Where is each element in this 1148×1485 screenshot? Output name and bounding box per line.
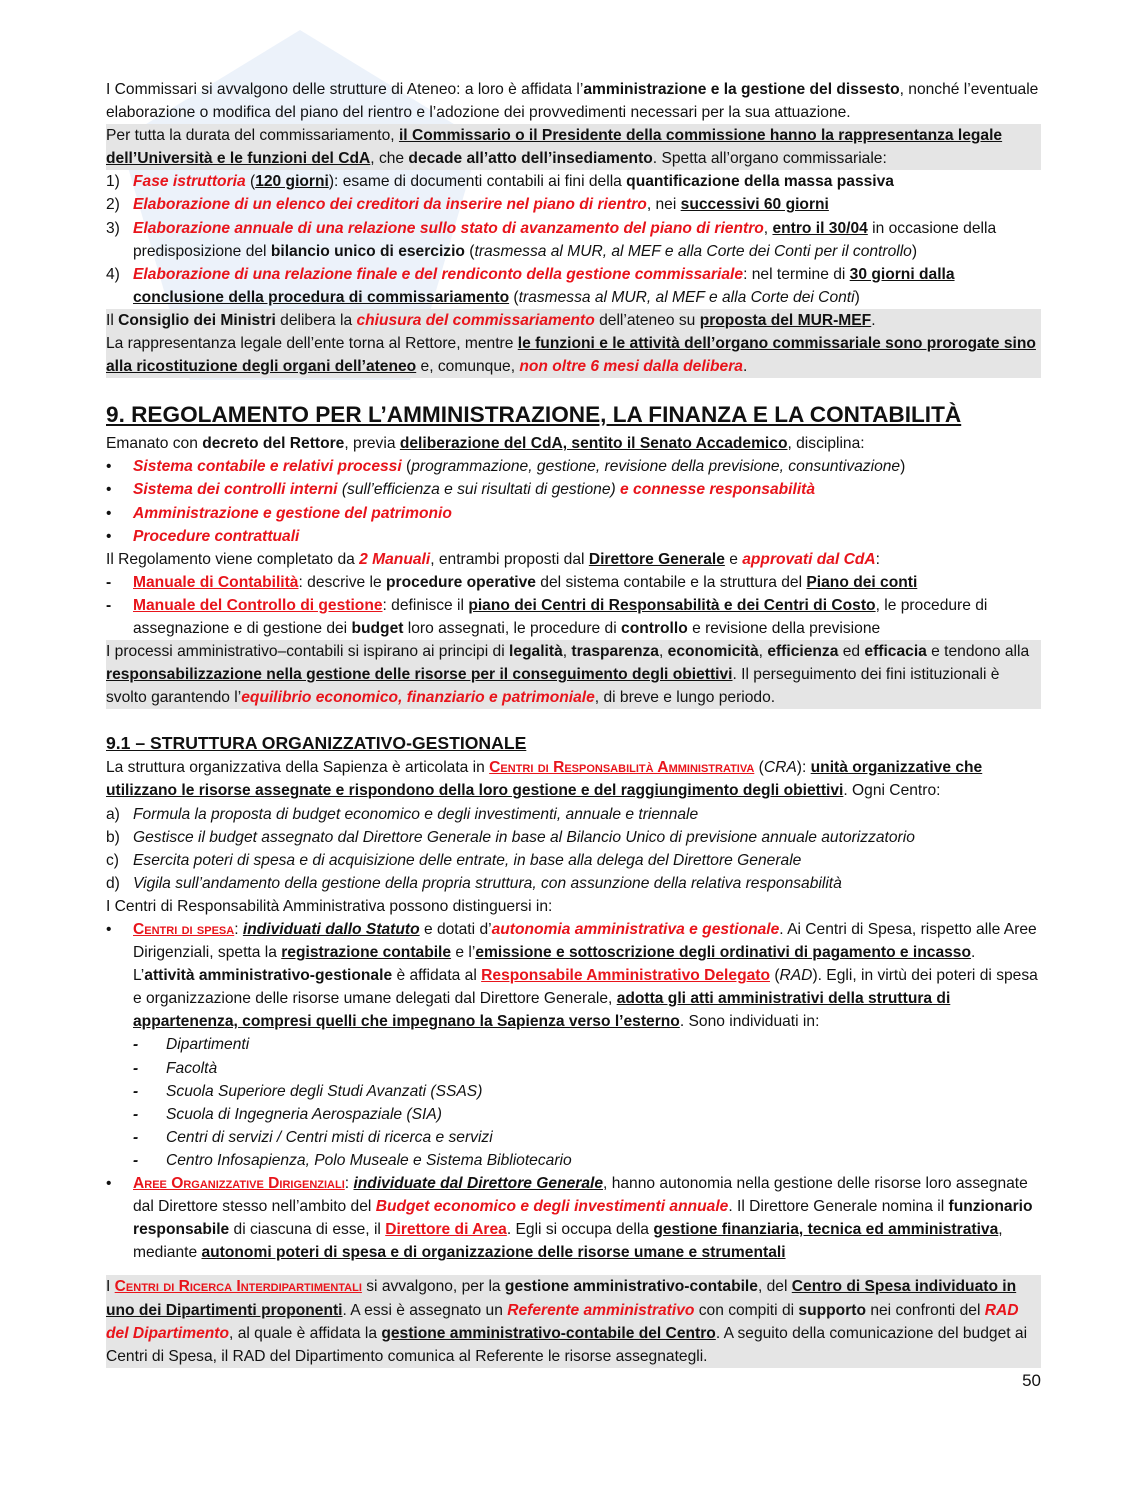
section-9-paragraph-2 (106, 548, 1041, 571)
text-run: autonomia amministrativa e gestionale (491, 921, 780, 938)
text-run: registrazione contabile (281, 944, 452, 962)
text-run: ( (769, 967, 780, 985)
list-item (106, 1080, 1041, 1103)
text-run: ): (796, 759, 811, 777)
text-run: CRA (763, 759, 797, 777)
manuals-list (106, 571, 1041, 640)
text-run: , (763, 219, 773, 237)
text-run: nei confronti del (865, 1301, 985, 1319)
bullet-icon: • (106, 458, 112, 476)
text-run: : definisce il (382, 596, 469, 614)
list-item (106, 1033, 1041, 1056)
text-run: , che (370, 150, 409, 168)
text-run: , mediante (133, 1221, 1003, 1262)
bullet-icon: • (106, 921, 112, 938)
list-item-text: Facoltà (166, 1059, 218, 1077)
text-run: Il (106, 311, 119, 329)
text-run: trasmessa al MUR, al MEF e alla Corte dei Conti (518, 288, 855, 306)
list-item (106, 525, 1041, 548)
text-run: . Il perseguimento dei fini istituzionali è svolto garantendo l’ (106, 666, 1000, 707)
list-item-text (133, 528, 299, 545)
text-run: legalità (509, 643, 563, 661)
text-run: Il Regolamento viene completato da (106, 550, 360, 568)
text-run: proposta del MUR-MEF (699, 311, 872, 329)
section-9-paragraph-1 (106, 432, 1041, 455)
text-run: , le procedure di assegnazione e di gestione dei (133, 596, 988, 637)
text-run: , disciplina: (787, 435, 865, 453)
text-run: ) (911, 242, 918, 260)
text-run: responsabilizzazione nella gestione delle risorse per il conseguimento degli obiettivi (106, 666, 733, 684)
list-item-text: Vigila sull’andamento della gestione della propria struttura, con assunzione della relativa responsabilità (133, 874, 842, 892)
text-run: funzionario responsabile (133, 1198, 1033, 1239)
list-item (106, 1103, 1041, 1126)
list-item-text (133, 505, 452, 522)
text-run: ( (245, 173, 256, 191)
text-run: Direttore Generale (588, 550, 725, 568)
text-run: trasmessa al MUR, al MEF e alla Corte dei Conti per il controllo (474, 242, 912, 260)
text-run: . A essi è assegnato un (342, 1301, 508, 1319)
text-run: non oltre 6 mesi dalla delibera (519, 358, 743, 376)
list-item-text (133, 597, 987, 637)
intro-paragraph-4 (106, 332, 1041, 378)
text-run: bilancio unico di esercizio (270, 242, 465, 260)
text-run: La struttura organizzativa della Sapienza è articolata in (106, 759, 490, 777)
bullet-icon: • (106, 504, 112, 522)
text-run: individuati dallo Statuto (242, 921, 420, 938)
list-item (106, 1057, 1041, 1080)
centri-di-spesa-item (106, 918, 1041, 1033)
list-item-text (133, 266, 955, 306)
text-run: , (562, 643, 572, 661)
list-marker: b) (106, 828, 120, 846)
text-run: programmazione, gestione, revisione della previsione, consuntivazione (411, 458, 901, 476)
intro-shaded-block (106, 124, 1041, 170)
text-run: il Commissario o il Presidente della commissione hanno la rappresentanza legale dell’Università e le funzioni del CdA (106, 127, 1003, 168)
text-run: RAD del Dipartimento (106, 1301, 1019, 1342)
text-run: Per tutta la durata del commissariamento, (106, 127, 399, 145)
text-run: efficacia (864, 643, 927, 661)
text-run: : (875, 550, 881, 568)
text-run: , entrambi proposti dal (430, 550, 589, 568)
list-item-text (133, 574, 917, 591)
text-run: Manuale di Contabilità (133, 573, 299, 591)
text-run: successivi 60 giorni (680, 196, 829, 214)
text-run: : descrive le (298, 573, 387, 591)
text-run: . Ogni Centro: (843, 782, 941, 800)
text-run: gestione amministrativo-contabile (504, 1278, 758, 1296)
list-item-text: Centro Infosapienza, Polo Museale e Sistema Bibliotecario (166, 1151, 572, 1169)
dash-marker: - (106, 573, 112, 591)
text-run: Manuale del Controllo di gestione (133, 596, 383, 614)
text-run: . Sono individuati in: (679, 1013, 820, 1031)
text-run: . A seguito della comunicazione del budget ai Centri di Spesa, il RAD del Dipartimento comunica al Referente le risorse assegnategli. (106, 1324, 1028, 1365)
text-run: piano dei Centri di Responsabilità e dei Centri di Costo (468, 596, 876, 614)
text-run: Aree Organizzative Dirigenziali (133, 1175, 345, 1193)
text-run: . (871, 311, 876, 329)
dash-marker: - (133, 1036, 139, 1054)
text-run: , di breve e lungo periodo. (594, 689, 776, 707)
list-item (106, 1126, 1041, 1149)
text-run: del sistema contabile e la struttura del (535, 573, 807, 591)
bullet-icon: • (106, 1175, 112, 1193)
aree-dirigenziali-text (133, 1175, 1033, 1261)
list-item-text (133, 220, 996, 260)
text-run: : (234, 921, 243, 938)
intro-paragraph-2 (106, 124, 1041, 170)
text-run: (sull’efficienza e sui risultati di gestione) (337, 481, 621, 499)
text-run: Centro di Spesa individuato in uno dei Dipartimenti proponenti (106, 1278, 1017, 1319)
centro-duties-list (106, 803, 1041, 895)
text-run: ( (754, 759, 764, 777)
text-run: adotta gli atti amministrativi della struttura di appartenenza, compresi quelli che impegnano la Sapienza verso l’esterno (133, 990, 951, 1031)
text-run: 30 giorni dalla conclusione della procedura di commissariamento (133, 265, 955, 306)
centri-ricerca-shaded-block (106, 1275, 1041, 1367)
commissioner-duties-list (106, 170, 1041, 309)
list-item-text (133, 196, 829, 213)
list-item-text (133, 173, 894, 190)
dash-marker: - (133, 1105, 139, 1123)
text-run: equilibrio economico, finanziario e patrimoniale (241, 689, 595, 707)
text-run: ( (509, 288, 519, 306)
bullet-icon: • (106, 481, 112, 499)
text-run: quantificazione della massa passiva (626, 173, 894, 191)
list-item-text: Centri di servizi / Centri misti di ricerca e servizi (166, 1128, 493, 1146)
text-run: Responsabile Amministrativo Delegato (481, 967, 770, 985)
dash-marker: - (133, 1059, 139, 1077)
list-item (106, 502, 1041, 525)
text-run: decade all’atto dell’insediamento (408, 150, 653, 168)
section-9-title: 9. REGOLAMENTO PER L’AMMINISTRAZIONE, LA FINANZA E LA CONTABILITÀ (106, 402, 962, 428)
text-run: amministrazione e la gestione del dissesto (583, 81, 900, 98)
text-run: Piano dei conti (806, 573, 918, 591)
text-run: economicità (667, 643, 759, 661)
text-run: Sistema contabile e relativi processi (133, 458, 402, 476)
text-run: Centri di Responsabilità Amministrativa (489, 759, 755, 777)
text-run: trasparenza (571, 643, 659, 661)
list-item (106, 263, 1041, 309)
bullet-icon: • (106, 527, 112, 545)
text-run: gestione amministrativo-contabile del Centro (381, 1324, 716, 1342)
text-run: attività amministrativo-gestionale (144, 967, 393, 985)
text-run: 2 Manuali (359, 550, 431, 568)
section-9-1-paragraph-2: I Centri di Responsabilità Amministrativa possono distinguersi in: (106, 897, 553, 915)
text-run: in occasione della predisposizione del (133, 219, 997, 260)
text-run: procedure operative (386, 573, 536, 591)
text-run: entro il 30/04 (772, 219, 868, 237)
text-run: di ciascuna di esse, il (229, 1221, 386, 1239)
text-run: individuate dal Direttore Generale (353, 1175, 604, 1193)
text-run: : nel termine di (743, 265, 850, 283)
text-run: e tendono alla (926, 643, 1030, 661)
list-item (106, 1149, 1041, 1172)
list-item-text: Scuola di Ingegneria Aerospaziale (SIA) (166, 1105, 442, 1123)
text-run: 120 giorni (255, 173, 329, 191)
list-item-text: Esercita poteri di spesa e di acquisizione delle entrate, in base alla delega del Direttore Generale (133, 851, 802, 869)
list-item (106, 455, 1041, 478)
intro-paragraph-1 (106, 78, 1041, 124)
dash-marker: - (106, 596, 112, 614)
dash-marker: - (133, 1151, 139, 1169)
document-page (106, 78, 1041, 1368)
text-run: I Commissari si avvalgono delle strutture di Ateneo: a loro è affidata l’ (106, 81, 584, 98)
text-run: con compiti di (694, 1301, 799, 1319)
list-item (106, 193, 1041, 216)
text-run: . (742, 358, 748, 376)
list-marker: d) (106, 874, 120, 892)
list-item (106, 872, 1041, 895)
list-marker: 3) (106, 219, 120, 237)
list-item-text (133, 481, 815, 498)
text-run: Amministrazione e gestione del patrimonio (133, 504, 452, 522)
list-item (106, 826, 1041, 849)
text-run: , (758, 643, 768, 661)
list-item (106, 217, 1041, 263)
text-run: , nei (646, 196, 681, 214)
text-run: e (724, 550, 743, 568)
text-run: . Egli si occupa della (506, 1221, 654, 1239)
text-run: Fase istruttoria (133, 173, 246, 191)
text-run: e dotati d’ (419, 921, 492, 938)
text-run: Sistema dei controlli interni (133, 481, 338, 499)
text-run: , previa (344, 435, 400, 453)
text-run: ) (854, 288, 860, 306)
text-run: dell’ateneo su (594, 311, 700, 329)
text-run: ed (838, 643, 865, 661)
text-run: , (658, 643, 668, 661)
list-item (106, 571, 1041, 594)
text-run: le funzioni e le attività dell’organo commissariale sono prorogate sino alla ricostituzione degli organi dell’ateneo (106, 335, 1036, 376)
intro-paragraph-3 (106, 309, 1041, 332)
text-run: emissione e sottoscrizione degli ordinativi di pagamento e incasso (475, 944, 972, 962)
text-run: : (344, 1175, 354, 1193)
text-run: Elaborazione annuale di una relazione sullo stato di avanzamento del piano di rientro (133, 219, 764, 237)
text-run: RAD (779, 967, 813, 985)
text-run: chiusura del commissariamento (356, 311, 595, 329)
text-run: Emanato con (106, 435, 203, 453)
text-run: autonomi poteri di spesa e di organizzazione delle risorse umane e strumentali (201, 1244, 786, 1262)
list-marker: 1) (106, 173, 120, 191)
closure-shaded-block (106, 309, 1041, 378)
text-run: , nonché l’eventuale elaborazione o modifica del piano del rientro e l’adozione dei provvedimenti necessari per la sua attuazione. (106, 81, 1039, 122)
text-run: controllo (621, 619, 688, 637)
text-run: , hanno autonomia nella gestione delle risorse loro assegnate dal Direttore stesso nell’ambito del (133, 1175, 1028, 1216)
aree-dirigenziali-item (106, 1172, 1041, 1264)
text-run: . Spetta all’organo commissariale: (652, 150, 887, 168)
section-9-1-paragraph-1 (106, 756, 1041, 802)
list-marker: a) (106, 805, 120, 823)
principles-shaded-block (106, 640, 1041, 709)
text-run: approvati dal CdA (742, 550, 876, 568)
section-9-1-title: 9.1 – STRUTTURA ORGANIZZATIVO-GESTIONALE (106, 733, 527, 754)
list-item (106, 594, 1041, 640)
centri-di-spesa-list (106, 1033, 1041, 1172)
list-item (106, 170, 1041, 193)
text-run: Elaborazione di un elenco dei creditori da inserire nel piano di rientro (133, 196, 647, 214)
text-run: Referente amministrativo (507, 1301, 695, 1319)
text-run: e l’ (451, 944, 476, 962)
text-run: ): esame di documenti contabili ai fini della (328, 173, 627, 191)
centri-di-spesa-text (133, 921, 1038, 1030)
list-marker: 4) (106, 265, 120, 283)
text-run: deliberazione del CdA, sentito il Senato Accademico (399, 435, 788, 453)
text-run: ( (401, 458, 412, 476)
dash-marker: - (133, 1082, 139, 1100)
text-run: ) (900, 458, 906, 476)
section-9-1-paragraph-3 (106, 1275, 1041, 1367)
text-run: I (106, 1278, 115, 1296)
text-run: efficienza (767, 643, 839, 661)
list-marker: c) (106, 851, 119, 869)
text-run: I processi amministrativo–contabili si ispirano ai principi di (106, 643, 510, 661)
text-run: Elaborazione di una relazione finale e del rendiconto della gestione commissariale (133, 265, 744, 283)
text-run: loro assegnati, le procedure di (403, 619, 622, 637)
list-item (106, 478, 1041, 501)
list-item-text: Gestisce il budget assegnato dal Direttore Generale in base al Bilancio Unico di previsione annuale autorizzatorio (133, 828, 915, 846)
text-run: e revisione della previsione (687, 619, 881, 637)
text-run: e, comunque, (416, 358, 520, 376)
page-number: 50 (1022, 1371, 1041, 1390)
list-item (106, 803, 1041, 826)
text-run: La rappresentanza legale dell’ente torna al Rettore, mentre (106, 335, 518, 353)
text-run: supporto (798, 1301, 866, 1319)
text-run: è affidata al (392, 967, 482, 985)
text-run: Consiglio dei Ministri (118, 311, 276, 329)
list-item (106, 849, 1041, 872)
list-item-text (133, 458, 905, 475)
text-run: decreto del Rettore (202, 435, 345, 453)
text-run: gestione finanziaria, tecnica ed amministrativa (653, 1221, 999, 1239)
text-run: . L’ (133, 944, 976, 985)
text-run: . Ai Centri di Spesa, rispetto alle Aree Dirigenziali, spetta la (133, 921, 1037, 962)
text-run: Centri di spesa (133, 921, 235, 938)
text-run: , del (757, 1278, 792, 1296)
text-run: , al quale è affidata la (229, 1324, 382, 1342)
text-run: Centri di Ricerca Interdipartimentali (114, 1278, 362, 1296)
regulation-topics-list (106, 455, 1041, 547)
list-item-text: Formula la proposta di budget economico e degli investimenti, annuale e triennale (133, 805, 699, 823)
text-run: si avvalgono, per la (361, 1278, 505, 1296)
section-9-paragraph-3 (106, 640, 1041, 709)
text-run: ( (464, 242, 475, 260)
list-item-text: Scuola Superiore degli Studi Avanzati (SSAS) (166, 1082, 483, 1100)
list-marker: 2) (106, 196, 120, 214)
list-item-text: Dipartimenti (166, 1036, 250, 1054)
text-run: . Il Direttore Generale nomina il (728, 1198, 949, 1216)
text-run: e connesse responsabilità (620, 481, 816, 499)
text-run: delibera la (275, 311, 357, 329)
text-run: Budget economico e degli investimenti annuale (375, 1198, 729, 1216)
text-run: Procedure contrattuali (133, 527, 300, 545)
dash-marker: - (133, 1128, 139, 1146)
text-run: Direttore di Area (385, 1221, 507, 1239)
text-run: ). Egli, in virtù dei poteri di spesa e organizzazione delle risorse umane delegati dal Direttore Generale, (133, 967, 1038, 1008)
text-run: budget (351, 619, 404, 637)
text-run: unità organizzative che utilizzano le risorse assegnate e rispondono della loro gestione e del raggiungimento degli obiettivi (106, 759, 983, 800)
